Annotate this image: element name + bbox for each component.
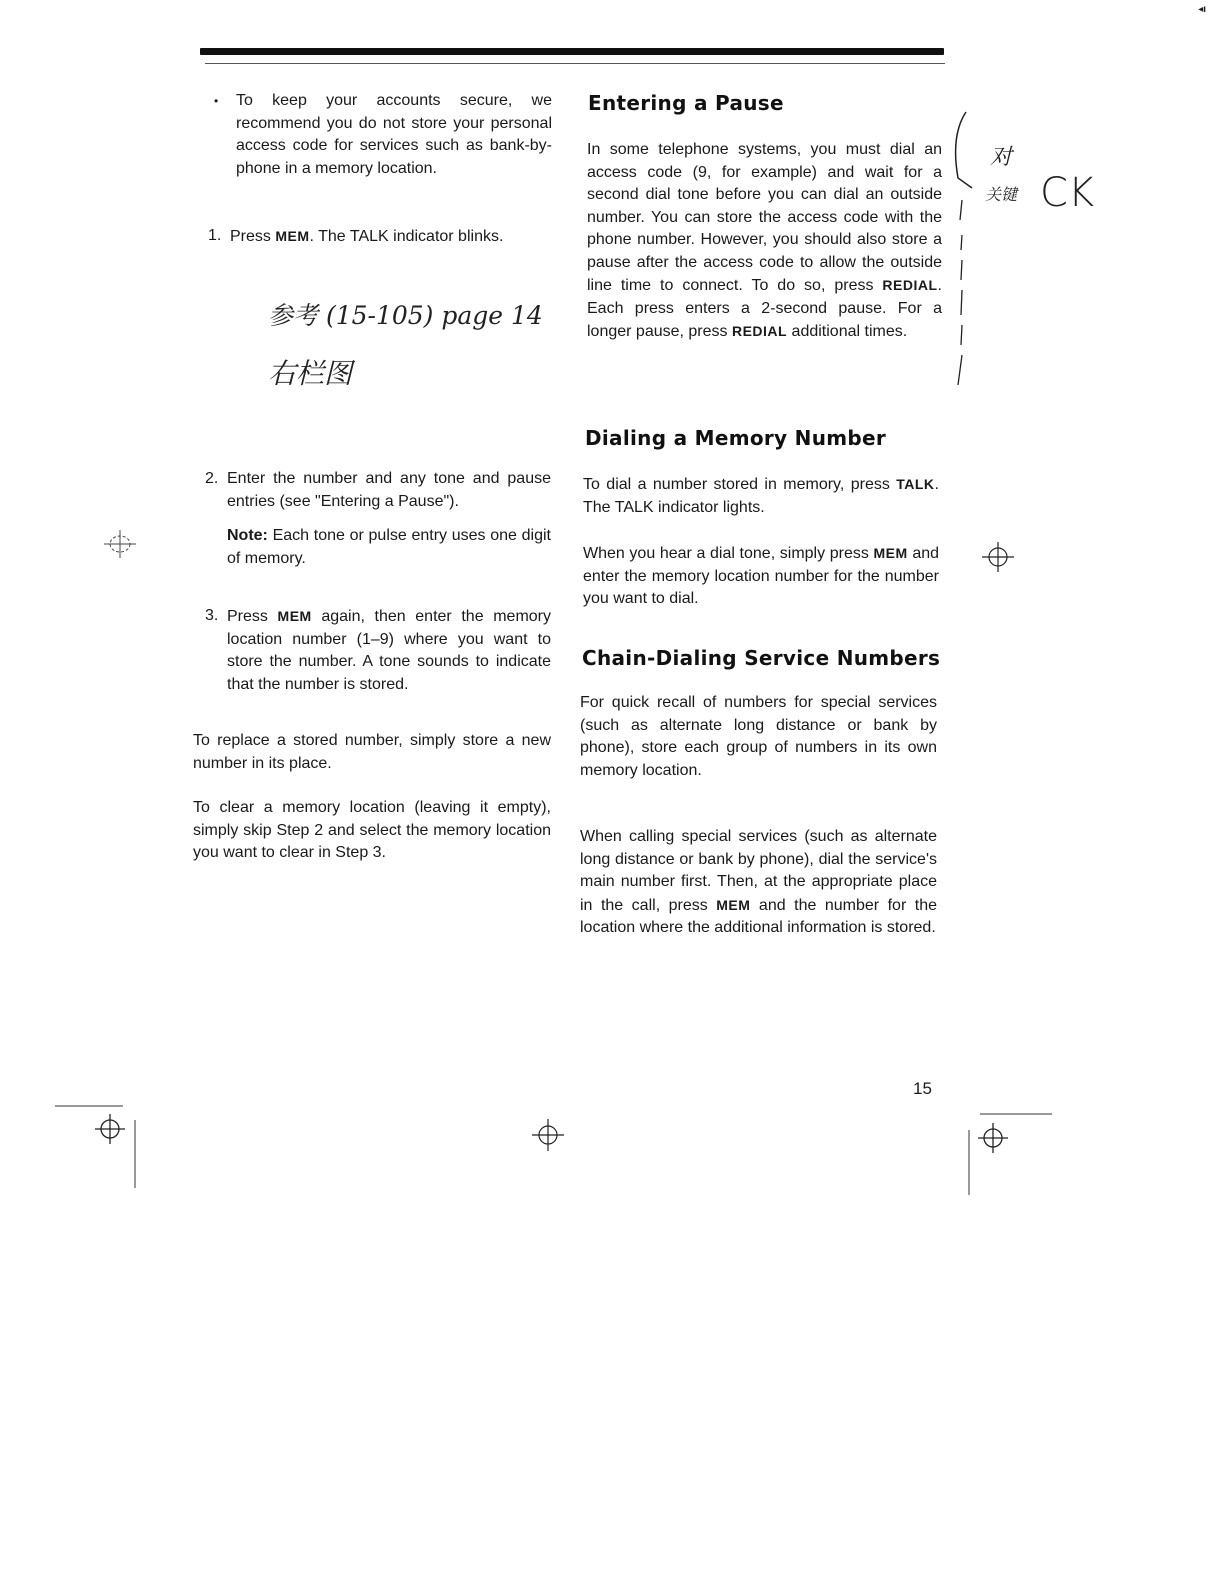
margin-bracket — [944, 100, 1114, 400]
entering-pause-text — [587, 139, 942, 344]
corner-mark: ◂ı — [1198, 4, 1206, 15]
step-1-text — [230, 225, 552, 249]
chain-dialing-p1 — [580, 692, 937, 782]
cd-p2-post: and the number for the location where the additional information is stored. — [580, 896, 938, 936]
step-2-number: 2. — [205, 470, 219, 487]
chain-dialing-p2-text — [580, 826, 937, 940]
chain-dialing-p1-text: For quick recall of numbers for special services (such as alternate long distance or bank by phone), store each group of numbers in its own memory location. — [580, 694, 937, 779]
step-1-pre: Press — [230, 228, 271, 245]
note-label: Note: — [227, 527, 268, 544]
heading-entering-pause: Entering a Pause — [588, 91, 784, 115]
registration-mark-icon — [100, 528, 140, 568]
handwritten-margin-c: CK — [1040, 170, 1095, 216]
step-3 — [205, 605, 551, 696]
top-rule-thin — [205, 63, 945, 64]
dialing-memory-p1 — [583, 473, 939, 519]
replace-paragraph — [193, 730, 551, 775]
dm-p2-post: and enter the memory location number for the number you want to dial. — [583, 545, 940, 607]
mem-key: MEM — [873, 545, 908, 561]
handwritten-reference: 参考 (15-105) page 14 — [268, 301, 543, 330]
registration-mark-icon — [978, 540, 1018, 580]
crop-mark-bottom-left-icon — [55, 1100, 155, 1190]
dm-p1-post: . The TALK indicator lights. — [583, 476, 939, 516]
mem-key: MEM — [716, 896, 751, 913]
security-bullet — [214, 90, 552, 180]
mem-key: MEM — [275, 228, 310, 244]
handwritten-note: 右栏图 — [268, 357, 353, 390]
cd-p2-pre: When calling special services (such as alternate long distance or bank by phone), dial the service's main number first. Then, at the appropriate place in the call, press — [580, 828, 937, 914]
step-3-post: again, then enter the memory location number (1–9) where you want to store the number. A tone sounds to indicate that the number is stored. — [227, 608, 552, 693]
dialing-memory-p2 — [583, 542, 939, 611]
entering-pause-paragraph — [587, 139, 942, 344]
dialing-memory-p2-text — [583, 542, 939, 611]
replace-text: To replace a stored number, simply store a new number in its place. — [193, 732, 551, 772]
top-rule — [200, 48, 944, 55]
handwritten-margin-a: 对 — [990, 145, 1013, 170]
pause-part2: . Each press enters a 2-second pause. For a longer pause, press — [587, 277, 942, 340]
step-2-note — [227, 525, 551, 570]
step-3-pre: Press — [227, 608, 268, 625]
pause-part1: In some telephone systems, you must dial an access code (9, for example) and wait for a second dial tone before you can dial an outside number. You can store the access code with the phone number. However, you should also store a pause after the access code to allow the outside line time to connect. To do so, press — [587, 141, 942, 294]
page-number: 15 — [913, 1079, 932, 1098]
redial-key: REDIAL — [882, 277, 938, 293]
bullet-text: To keep your accounts secure, we recommend you do not store your personal access code for services such as bank-by-phone in a memory location. — [236, 92, 552, 177]
step-2 — [205, 468, 551, 570]
step-1 — [208, 225, 552, 249]
step-1-post: . The TALK indicator blinks. — [309, 228, 504, 245]
step-3-number: 3. — [205, 607, 219, 624]
step-3-text — [227, 605, 551, 696]
clear-text: To clear a memory location (leaving it empty), simply skip Step 2 and select the memory location you want to clear in Step 3. — [193, 799, 551, 861]
crop-mark-bottom-right-icon — [960, 1100, 1060, 1200]
dialing-memory-p1-text — [583, 473, 939, 519]
step-2-text: Enter the number and any tone and pause entries (see "Entering a Pause"). — [227, 470, 551, 510]
chain-dialing-p2 — [580, 826, 937, 940]
heading-chain-dialing: Chain-Dialing Service Numbers — [582, 646, 941, 670]
handwritten-margin-b: 关键 — [985, 185, 1018, 204]
pause-part3: additional times. — [787, 323, 908, 340]
redial-key: REDIAL — [731, 323, 788, 339]
heading-dialing-memory: Dialing a Memory Number — [585, 426, 887, 450]
bullet-dot-icon: • — [214, 94, 219, 108]
step-1-number: 1. — [208, 227, 222, 244]
talk-key: TALK — [896, 476, 935, 492]
dm-p2-pre: When you hear a dial tone, simply press — [583, 545, 869, 562]
dm-p1-pre: To dial a number stored in memory, press — [583, 476, 890, 493]
registration-mark-bottom-center-icon — [528, 1117, 568, 1157]
note-text: Each tone or pulse entry uses one digit of memory. — [227, 527, 551, 567]
clear-paragraph — [193, 797, 551, 865]
mem-key: MEM — [277, 608, 312, 624]
